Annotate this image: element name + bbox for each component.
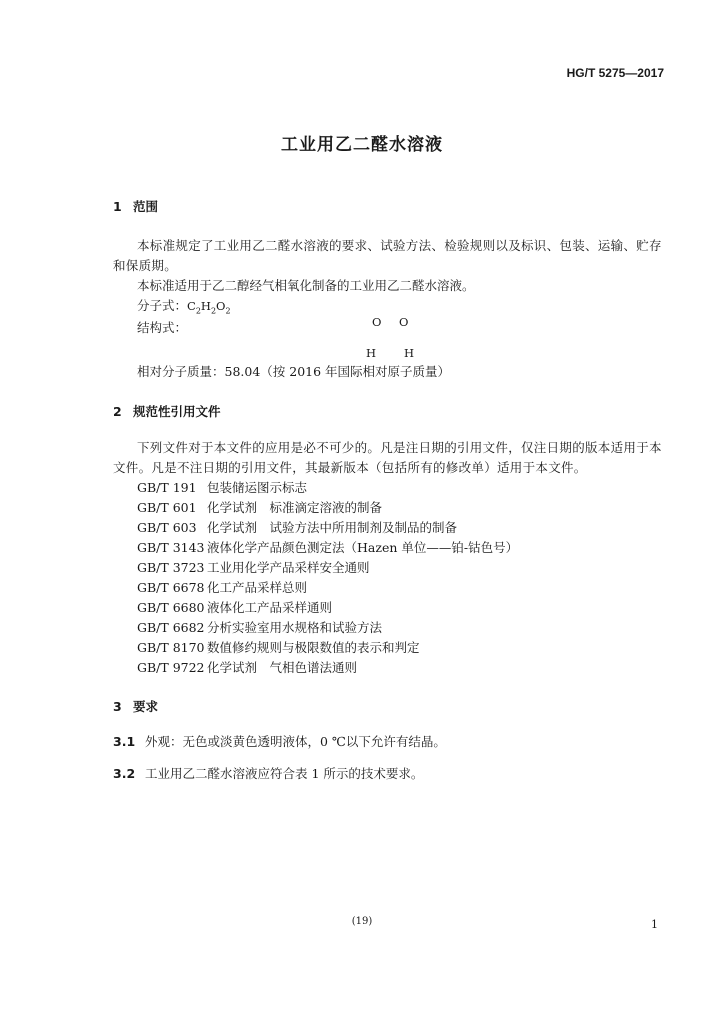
molecular-formula (137, 296, 231, 315)
document-title: 工业用乙二醛水溶液 (281, 135, 443, 155)
standard-code: HG/T 5275—2017 (566, 66, 664, 80)
reference-code: GB/T 6678 (137, 580, 205, 595)
reference-code: GB/T 191 (137, 480, 197, 495)
reference-item (137, 538, 518, 556)
clause-number: 3.1 (113, 734, 136, 749)
clause-text: 工业用乙二醛水溶液应符合表 1 所示的技术要求。 (145, 766, 424, 781)
section-title: 要求 (133, 699, 159, 714)
reference-title: 液体化学产品颜色测定法（Hazen 单位——铂-钴色号） (207, 540, 519, 555)
reference-item (137, 478, 307, 496)
reference-title: 工业用化学产品采样安全通则 (207, 560, 370, 575)
reference-item (137, 578, 307, 596)
formula-label: 分子式： (137, 298, 188, 313)
structure-hydrogen-1: H (366, 346, 377, 360)
reference-code: GB/T 8170 (137, 640, 205, 655)
clause-3-1 (113, 732, 446, 750)
reference-item (137, 518, 457, 536)
footer-page-code: (19) (351, 916, 373, 927)
structure-label: 结构式： (137, 320, 188, 335)
reference-code: GB/T 6682 (137, 620, 205, 635)
reference-title: 化学试剂 气相色谱法通则 (207, 660, 358, 675)
reference-code: GB/T 3723 (137, 560, 205, 575)
reference-title: 化学试剂 标准滴定溶液的制备 (207, 500, 383, 515)
reference-item (137, 618, 382, 636)
reference-code: GB/T 9722 (137, 660, 205, 675)
reference-item (137, 498, 382, 516)
structure-hydrogen-2: H (404, 346, 415, 360)
structure-oxygen-2: O (399, 315, 409, 329)
reference-code: GB/T 601 (137, 500, 197, 515)
section-number: 2 (113, 404, 122, 419)
reference-title: 包装储运图示标志 (207, 480, 308, 495)
reference-title: 液体化工产品采样通则 (207, 600, 333, 615)
reference-item (137, 638, 420, 656)
reference-code: GB/T 3143 (137, 540, 205, 555)
reference-item (137, 558, 370, 576)
page-number: 1 (651, 918, 658, 931)
molecular-mass: 相对分子质量：58.04（按 2016 年国际相对原子质量） (137, 364, 451, 379)
section-title: 范围 (133, 199, 159, 214)
references-intro: 下列文件对于本文件的应用是必不可少的。凡是注日期的引用文件，仅注日期的版本适用于本文件。凡是不注日期的引用文件，其最新版本（包括所有的修改单）适用于本文件。 (113, 440, 662, 475)
reference-item (137, 658, 357, 676)
scope-paragraph-2: 本标准适用于乙二醇经气相氧化制备的工业用乙二醛水溶液。 (137, 278, 475, 293)
section-2-heading (113, 402, 221, 420)
section-title: 规范性引用文件 (133, 404, 221, 419)
section-number: 1 (113, 199, 122, 214)
section-number: 3 (113, 699, 122, 714)
reference-code: GB/T 6680 (137, 600, 205, 615)
reference-title: 分析实验室用水规格和试验方法 (207, 620, 383, 635)
clause-number: 3.2 (113, 766, 136, 781)
reference-title: 化工产品采样总则 (207, 580, 308, 595)
formula: $C_2H_2O_2$ (187, 299, 231, 316)
reference-title: 化学试剂 试验方法中所用制剂及制品的制备 (207, 520, 458, 535)
reference-code: GB/T 603 (137, 520, 197, 535)
clause-text: 外观：无色或淡黄色透明液体，0 ℃以下允许有结晶。 (145, 734, 446, 749)
clause-3-2 (113, 764, 423, 782)
scope-paragraph-1: 本标准规定了工业用乙二醛水溶液的要求、试验方法、检验规则以及标识、包装、运输、贮存和保质期。 (113, 238, 662, 273)
reference-item (137, 598, 332, 616)
reference-title: 数值修约规则与极限数值的表示和判定 (207, 640, 420, 655)
structure-oxygen-1: O (372, 315, 382, 329)
section-3-heading (113, 697, 158, 715)
section-1-heading (113, 197, 158, 215)
